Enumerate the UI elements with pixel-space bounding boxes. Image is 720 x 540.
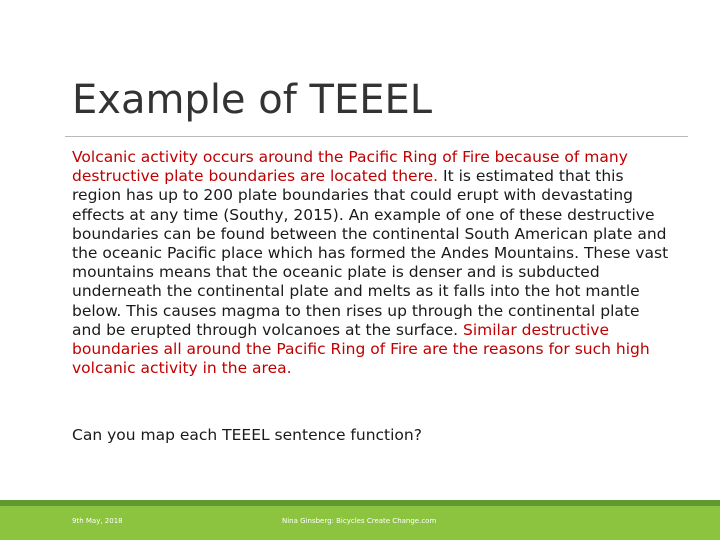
link-sentence: Similar destructive boundaries all around the Pacific Ring of Fire are the reasons for such high volcanic activity in the area. xyxy=(72,320,650,378)
title-divider xyxy=(65,136,688,137)
explanation-evidence-text: It is estimated that this region has up to 200 plate boundaries that could erupt with devastating effects at any time (Southy, 2015). An example of one of these destructive boundaries can be found between the continental South American plate and the oceanic Pacific place which has formed the Andes Mountains. These vast mountains means that the oceanic plate is denser and is subducted underneath the continental plate and melts as it falls into the hot mantle below. This causes magma to then rises up through the continental plate and be erupted through volcanoes at the surface. xyxy=(72,167,669,339)
slide-title: Example of TEEEL xyxy=(72,77,433,123)
footer-date: 9th May, 2018 xyxy=(72,517,123,525)
footer-credit: Nina Ginsberg: Bicycles Create Change.com xyxy=(282,517,437,525)
topic-sentence: Volcanic activity occurs around the Pacific Ring of Fire because of many destructive plate boundaries are located there. xyxy=(72,148,628,186)
question-prompt: Can you map each TEEEL sentence function? xyxy=(72,426,422,444)
body-paragraph xyxy=(72,148,672,378)
